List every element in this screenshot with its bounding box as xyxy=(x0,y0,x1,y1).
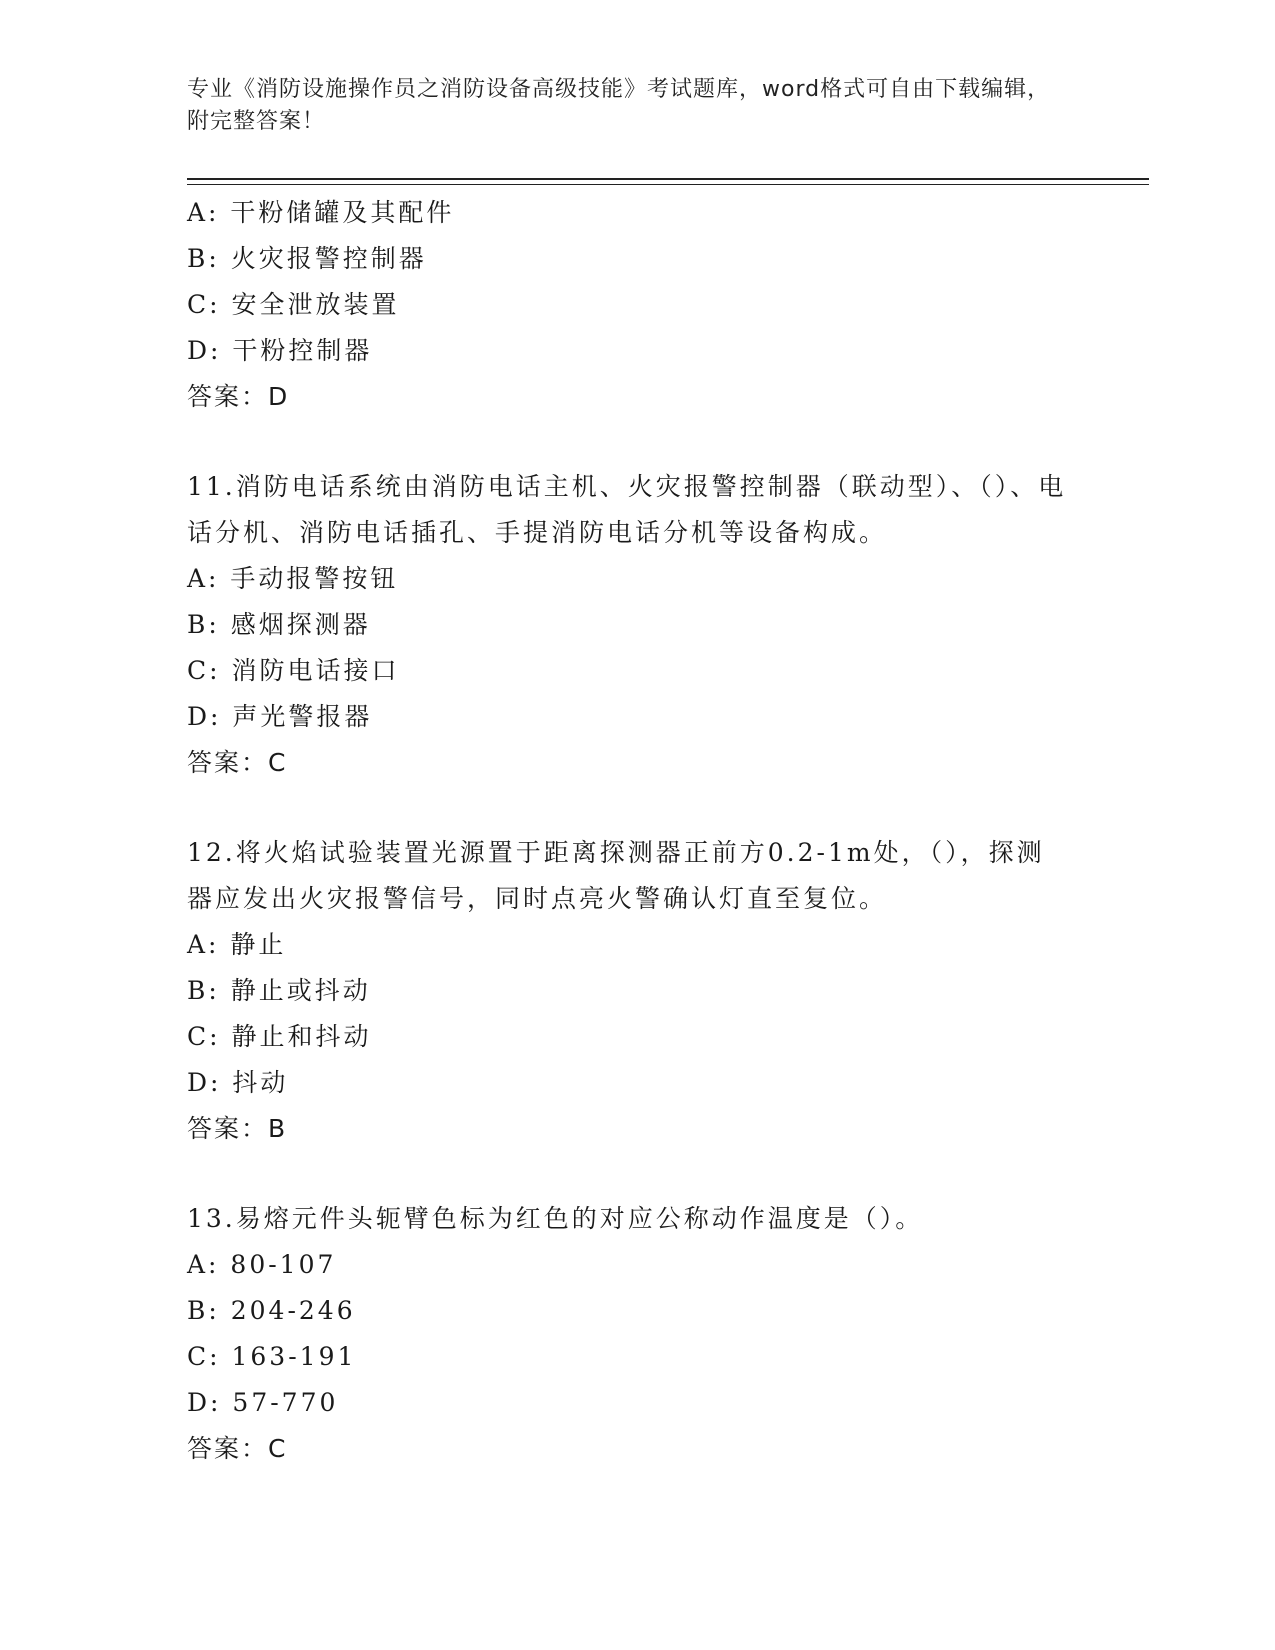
header-divider-thick xyxy=(187,178,1149,180)
question-stem: 11.消防电话系统由消防电话主机、火灾报警控制器（联动型）、（）、电话分机、消防电话插孔、手提消防电话分机等设备构成。 xyxy=(187,472,1067,547)
question-block-11 xyxy=(187,464,1067,786)
option-b: B: 感烟探测器 xyxy=(187,610,371,639)
option-c: C: 消防电话接口 xyxy=(187,656,400,685)
question-block-13 xyxy=(187,1196,1067,1472)
option-c: C: 静止和抖动 xyxy=(187,1022,372,1051)
question-block-12 xyxy=(187,830,1067,1152)
option-d: D: 抖动 xyxy=(187,1068,289,1097)
question-stem: 13.易熔元件头轭臂色标为红色的对应公称动作温度是（）。 xyxy=(187,1204,924,1233)
option-d: D: 干粉控制器 xyxy=(187,336,373,365)
answer-line: 答案：B xyxy=(187,1114,288,1143)
option-d: D: 57-770 xyxy=(187,1388,339,1417)
question-stem: 12.将火焰试验装置光源置于距离探测器正前方0.2-1m处，（），探测器应发出火灾报警信号，同时点亮火警确认灯直至复位。 xyxy=(187,838,1045,913)
option-c: C: 163-191 xyxy=(187,1342,357,1371)
header-divider-thin xyxy=(187,184,1149,185)
option-c: C: 安全泄放装置 xyxy=(187,290,400,319)
option-a: A: 手动报警按钮 xyxy=(187,564,399,593)
option-a: A: 静止 xyxy=(187,930,287,959)
option-b: B: 火灾报警控制器 xyxy=(187,244,427,273)
option-b: B: 204-246 xyxy=(187,1296,356,1325)
document-header: 专业《消防设施操作员之消防设备高级技能》考试题库，word格式可自由下载编辑，附完整答案！ xyxy=(187,77,1051,134)
answer-line: 答案：C xyxy=(187,748,288,777)
option-a: A: 干粉储罐及其配件 xyxy=(187,198,455,227)
option-b: B: 静止或抖动 xyxy=(187,976,371,1005)
option-a: A: 80-107 xyxy=(187,1250,337,1279)
question-block-10 xyxy=(187,190,1067,420)
question-list xyxy=(187,190,1067,1472)
answer-line: 答案：C xyxy=(187,1434,288,1463)
answer-line: 答案：D xyxy=(187,382,290,411)
option-d: D: 声光警报器 xyxy=(187,702,373,731)
